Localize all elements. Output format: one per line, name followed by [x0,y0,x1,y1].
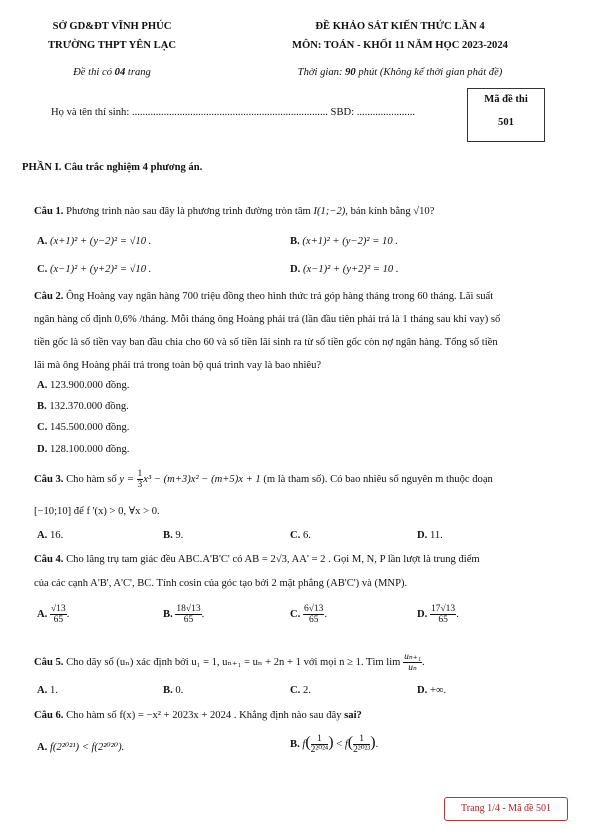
q1-option-b[interactable]: B. (x+1)² + (y−2)² = 10 . [290,236,398,247]
q2-option-b[interactable]: B. 132.370.000 đồng. [37,401,129,412]
subject-title: MÔN: TOÁN - KHỐI 11 NĂM HỌC 2023-2024 [292,40,508,51]
q3-option-c[interactable]: C. 6. [290,530,311,541]
exam-code-value: 501 [498,117,514,128]
q5-option-d[interactable]: D. +∞. [417,685,447,696]
pages-note: Đề thi có 04 trang [73,67,151,78]
question-4-line2: của các cạnh A'B', A'C', BC. Tính cosin của góc tạo bởi 2 mặt phẳng (AB'C') và (MNP). [34,578,408,589]
q5-option-a[interactable]: A. 1. [37,685,58,696]
q5-option-c[interactable]: C. 2. [290,685,311,696]
question-2-line3: tiền gốc là số tiền vay ban đầu chia cho 60 và số tiền lãi sinh ra từ số tiền gốc còn nợ ngân hàng. Tổng số tiền [34,337,498,348]
exam-code-box [467,88,545,142]
time-note: Thời gian: 90 phút (Không kể thời gian phát đề) [297,67,503,78]
q1-option-a[interactable]: A. (x+1)² + (y−2)² = √10 . [37,236,152,247]
q2-option-d[interactable]: D. 128.100.000 đồng. [37,444,130,455]
q6-option-a[interactable]: A. f(2²⁰²¹) < f(2²⁰²⁰). [37,742,125,753]
q3-option-a[interactable]: A. 16. [37,530,64,541]
q3-option-d[interactable]: D. 11. [417,530,443,541]
q4-option-b[interactable]: B. $\frac{18√13}{65}$ . [163,604,205,625]
q4-option-a[interactable]: A. $\frac{√13}{65}$ . [37,604,70,625]
exam-title: ĐỀ KHẢO SÁT KIẾN THỨC LẦN 4 [315,21,485,32]
question-2-line4: lãi mà ông Hoàng phải trả trong toàn bộ quá trình vay là bao nhiêu? [34,360,322,371]
q1-option-c[interactable]: C. (x−1)² + (y+2)² = √10 . [37,264,152,275]
department-name: SỞ GD&ĐT VĨNH PHÚC [52,21,172,32]
q4-option-c[interactable]: C. $\frac{6√13}{65}$ . [290,604,328,625]
question-4-line1: Câu 4. Cho lăng trụ tam giác đều ABC.A'B'C' có AB = 2√3, AA' = 2 . Gọi M, N, P lần lượt là trung điểm [34,554,480,565]
q2-option-a[interactable]: A. 123.900.000 đồng. [37,380,130,391]
q1-option-d[interactable]: D. (x−1)² + (y+2)² = 10 . [290,264,399,275]
candidate-info-field: Họ và tên thí sinh: .......................................................................... SBD: ...................... [51,107,416,118]
question-3-line2: [−10;10] để f '(x) > 0, ∀x > 0. [34,506,160,517]
question-6: Câu 6. Cho hàm số f(x) = −x² + 2023x + 2024 . Khẳng định nào sau đây sai? [34,710,362,721]
question-3-line1: Câu 3. Cho hàm số y = $\frac{1}{3}$ x³ − (m+3)x² − (m+5)x + 1 (m là tham số). Có bao nhiêu số nguyên m thuộc đoạn [34,469,493,490]
school-name: TRƯỜNG THPT YÊN LẠC [47,40,177,51]
exam-code-label: Mã đề thi [484,94,528,105]
q4-option-d[interactable]: D. $\frac{17√13}{65}$ . [417,604,459,625]
question-1: Câu 1. Phương trình nào sau đây là phương trình đường tròn tâm I(1;−2), bán kính bằng √10? [34,206,435,217]
question-2-line2: ngân hàng cố định 0,6% /tháng. Mỗi tháng ông Hoàng phải trả (lần đầu tiên phải trả là 1 tháng sau khi vay) số [34,314,501,325]
page-footer: Trang 1/4 - Mã đề 501 [444,797,568,821]
q5-option-b[interactable]: B. 0. [163,685,184,696]
q3-fraction: $\frac{1}{3}$ [137,469,143,490]
q3-option-b[interactable]: B. 9. [163,530,184,541]
question-5: Câu 5. Cho dãy số (uₙ) xác định bởi u₁ = 1, uₙ₊₁ = uₙ + 2n + 1 với mọi n ≥ 1. Tìm lim $\frac{\text{uₙ₊₁}}{\text{uₙ}}$ . [34,652,425,673]
q6-option-b[interactable]: B. f( $\frac{1}{\text{2²⁰²⁴}}$ ) < f( $\frac{1}{\text{2²⁰²³}}$ ). [290,734,379,756]
question-2-line1: Câu 2. Ông Hoàng vay ngân hàng 700 triệu đồng theo hình thức trả góp hàng tháng trong 60 tháng. Lãi suất [34,291,494,302]
section-title: PHẦN I. Câu trắc nghiệm 4 phương án. [22,162,203,173]
q2-option-c[interactable]: C. 145.500.000 đồng. [37,422,130,433]
